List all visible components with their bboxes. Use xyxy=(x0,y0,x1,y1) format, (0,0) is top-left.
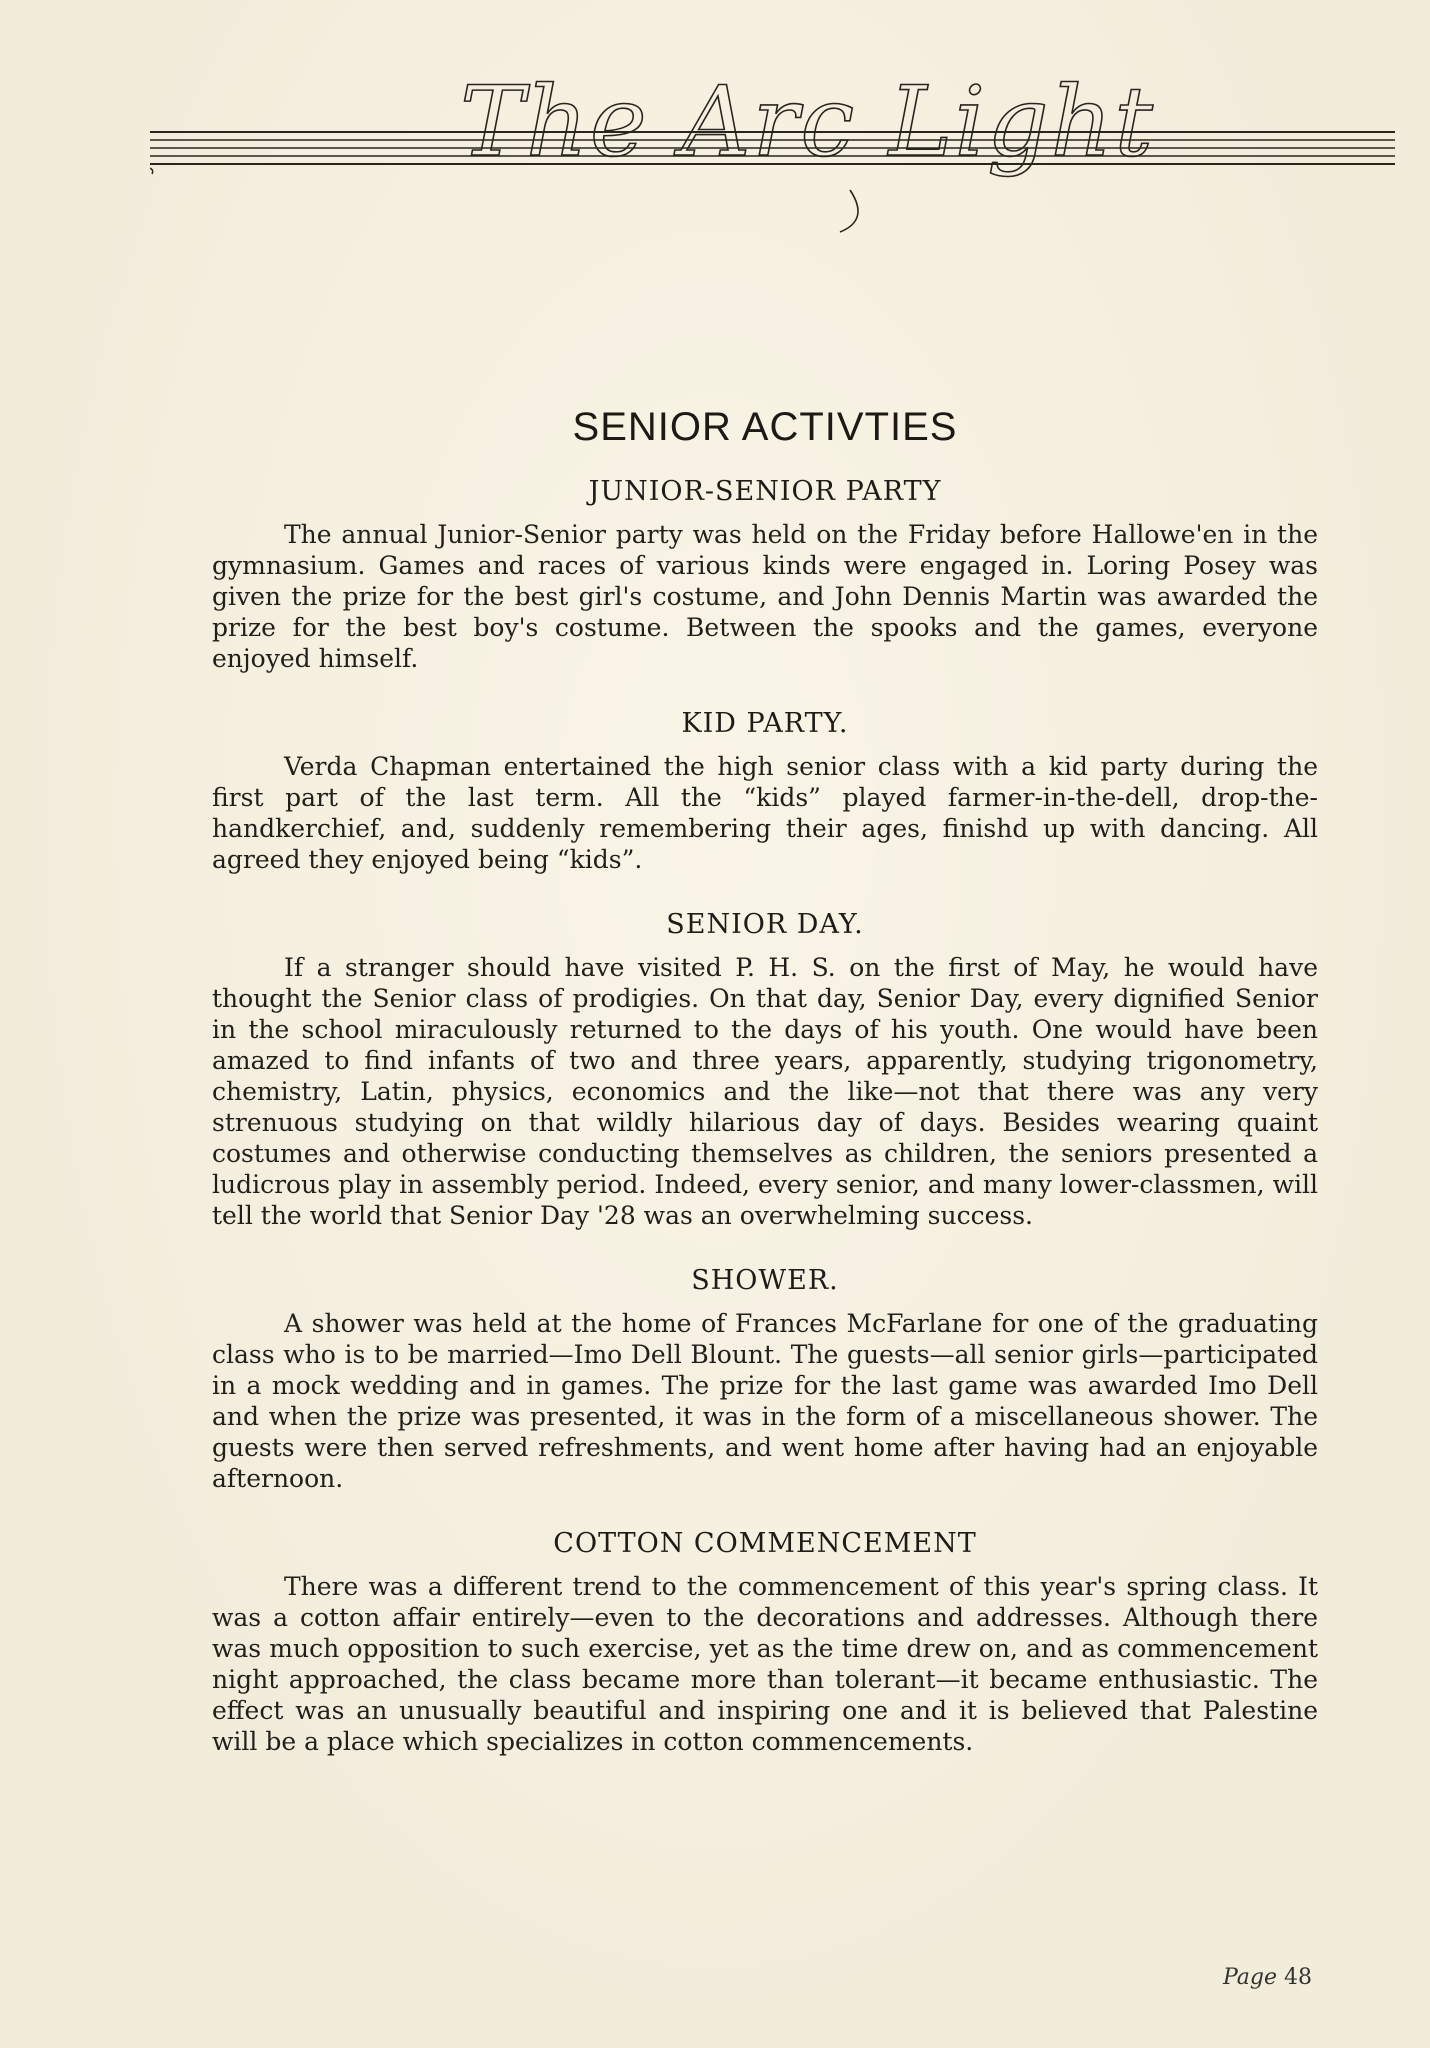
masthead-logo: The Arc Light xyxy=(460,66,1155,178)
section-paragraph: The annual Junior-Senior party was held on the Friday before Hallowe'en in the gymnasium. Games and races of various kinds were engaged in. Loring Posey was given the prize for the best girl's costume, and John Dennis Martin was awarded the prize for the best boy's costume. Between the spooks and the games, everyone enjoyed himself. xyxy=(212,520,1318,673)
section-paragraph: Verda Chapman entertained the high senior class with a kid party during the first part of the last term. All the “kids” played farmer-in-the-dell, drop-the-handkerchief, and, suddenly remembering their ages, finishd up with dancing. All agreed they enjoyed being “kids”. xyxy=(212,752,1318,874)
section-heading: SENIOR DAY. xyxy=(666,909,864,940)
section-kid-party xyxy=(212,708,1318,875)
section-paragraph: If a stranger should have visited P. H. S. on the first of May, he would have thought the Senior class of prodigies. On that day, Senior Day, every dignified Senior in the school miraculously returned to the days of his youth. One would have been amazed to find infants of two and three years, apparently, studying trigonometry, chemistry, Latin, physics, economics and the like—not that there was any very strenuous studying on that wildly hilarious day of days. Besides wearing quaint costumes and otherwise conducting themselves as children, the seniors presented a ludicrous play in assembly period. Indeed, every senior, and many lower-classmen, will tell the world that Senior Day '28 was an overwhelming success. xyxy=(212,953,1318,1230)
page-label: Page xyxy=(1222,1965,1277,1990)
section-cotton-commencement xyxy=(212,1528,1318,1757)
page-title: SENIOR ACTIVTIES xyxy=(572,405,958,449)
section-heading: SHOWER. xyxy=(691,1265,839,1296)
section-junior-senior-party xyxy=(212,476,1318,674)
section-paragraph: A shower was held at the home of Frances McFarlane for one of the graduating class who is to be married—Imo Dell Blount. The guests—all senior girls—participated in a mock wedding and in games. The prize for the last game was awarded Imo Dell and when the prize was presented, it was in the form of a miscellaneous shower. The guests were then served refreshments, and went home after having had an enjoyable afternoon. xyxy=(212,1309,1318,1493)
page-number: 48 xyxy=(1284,1965,1312,1990)
section-paragraph: There was a different trend to the commencement of this year's spring class. It was a cotton affair entirely—even to the decorations and addresses. Although there was much opposition to such exercise, yet as the time drew on, and as commencement night approached, the class became more than tolerant—it became enthusiastic. The effect was an unusually beautiful and inspiring one and it is believed that Palestine will be a place which specializes in cotton commencements. xyxy=(212,1572,1318,1756)
section-shower xyxy=(212,1265,1318,1494)
masthead xyxy=(150,66,1400,240)
section-senior-day xyxy=(212,909,1318,1231)
section-heading: KID PARTY. xyxy=(681,708,849,739)
article xyxy=(212,405,1318,1757)
section-heading: COTTON COMMENCEMENT xyxy=(553,1528,977,1559)
page-footer xyxy=(1223,1965,1312,1990)
section-heading: JUNIOR-SENIOR PARTY xyxy=(588,476,942,507)
